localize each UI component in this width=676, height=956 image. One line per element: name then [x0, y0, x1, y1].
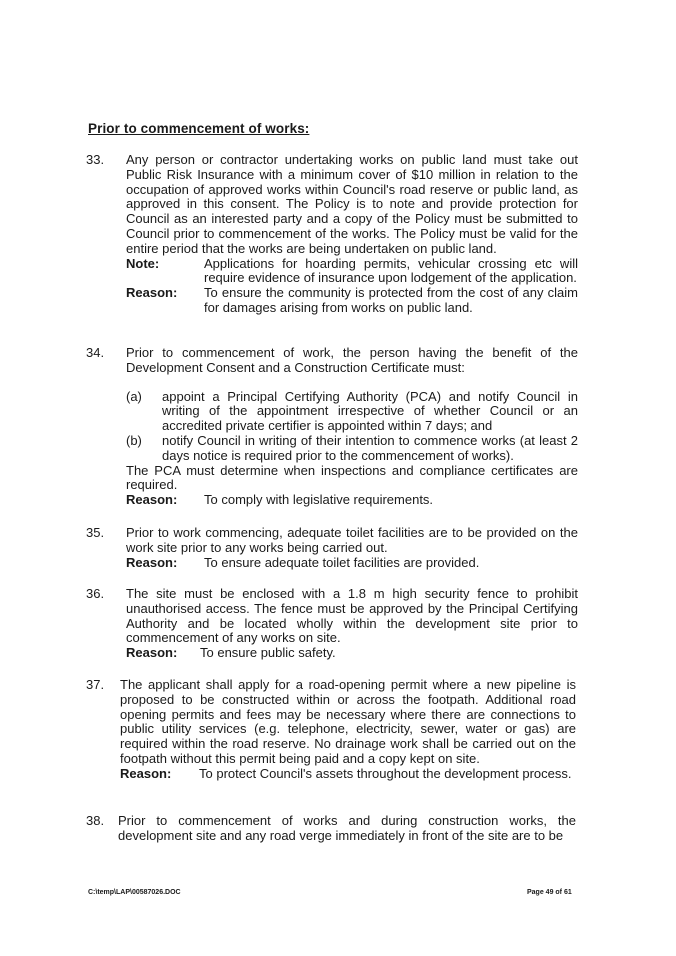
list-item-label: (b) [126, 432, 142, 448]
condition-body [120, 678, 576, 782]
condition-text: The applicant shall apply for a road-opening permit where a new pipeline is proposed to be constructed within or across the footpath. Additional road opening permits and fees may be necessary where there are connections to public utility services (e.g. telephone, electricity, sewer, water or gas) are required within the road reserve. No drainage work shall be carried out on the footpath without this permit being paid and a copy kept on site. [120, 677, 576, 766]
condition-number: 35. [86, 525, 105, 540]
reason-row [126, 646, 578, 661]
condition-number: 33. [86, 152, 105, 167]
condition-body [126, 587, 578, 661]
reason-text: To comply with legislative requirements. [204, 492, 434, 508]
reason-text: To ensure adequate toilet facilities are provided. [204, 554, 480, 570]
reason-text: To ensure the community is protected from the cost of any claim for damages arising from works on public land. [204, 285, 578, 315]
condition-body [126, 346, 578, 508]
condition-text-after: The PCA must determine when inspections and compliance certificates are required. [126, 462, 578, 493]
list-item-text: appoint a Principal Certifying Authority (PCA) and notify Council in writing of the appointment irrespective of whether Council or an accredited private certifier is appointed within 7 days; and [162, 388, 578, 434]
footer-page-number: Page 49 of 61 [527, 889, 572, 896]
reason-label: Reason: [126, 645, 178, 661]
condition-body [118, 814, 576, 844]
condition-number: 38. [86, 813, 105, 828]
note-row [126, 257, 578, 287]
condition-number: 34. [86, 345, 105, 360]
condition-text: The site must be enclosed with a 1.8 m high security fence to prohibit unauthorised access. The fence must be approved by the Principal Certifying Authority and be located wholly within the development site prior to commencement of any works on site. [126, 586, 578, 646]
condition-text: Prior to commencement of work, the person having the benefit of the Development Consent and a Construction Certificate must: [126, 345, 578, 375]
reason-label: Reason: [126, 492, 178, 508]
reason-label: Reason: [126, 554, 178, 570]
condition-body [126, 153, 578, 316]
condition-text: Prior to commencement of works and during construction works, the development site and any road verge immediately in front of the site are to be [118, 813, 576, 843]
reason-row [120, 767, 576, 782]
condition-text: Any person or contractor undertaking works on public land must take out Public Risk Insurance with a minimum cover of $10 million in relation to the occupation of approved works within Council's road reserve or public land, as approved in this consent. The Policy is to note and provide protection for Council as an interested party and a copy of the Policy must be submitted to Council prior to commencement of the works. The Policy must be valid for the entire period that the works are being undertaken on public land. [126, 152, 578, 256]
condition-text: Prior to work commencing, adequate toilet facilities are to be provided on the work site prior to any works being carried out. [126, 525, 578, 555]
reason-row [126, 493, 578, 508]
list-item-a [126, 390, 578, 434]
reason-text: To protect Council's assets throughout the development process. [199, 765, 572, 781]
condition-body [126, 526, 578, 570]
note-label: Note: [126, 255, 160, 271]
reason-label: Reason: [126, 285, 178, 301]
section-heading: Prior to commencement of works: [88, 121, 310, 136]
reason-label: Reason: [120, 765, 172, 781]
list-item-text: notify Council in writing of their intention to commence works (at least 2 days notice is required prior to the commencement of works). [162, 432, 578, 463]
reason-text: To ensure public safety. [200, 645, 336, 661]
reason-row [126, 286, 578, 316]
list-item-b [126, 434, 578, 464]
list-item-label: (a) [126, 388, 142, 404]
footer-file-path: C:\temp\LAP\00587026.DOC [88, 889, 181, 896]
condition-number: 36. [86, 586, 105, 601]
condition-number: 37. [86, 677, 105, 692]
reason-row [126, 556, 578, 571]
note-text: Applications for hoarding permits, vehicular crossing etc will require evidence of insurance upon lodgement of the application. [204, 255, 578, 286]
